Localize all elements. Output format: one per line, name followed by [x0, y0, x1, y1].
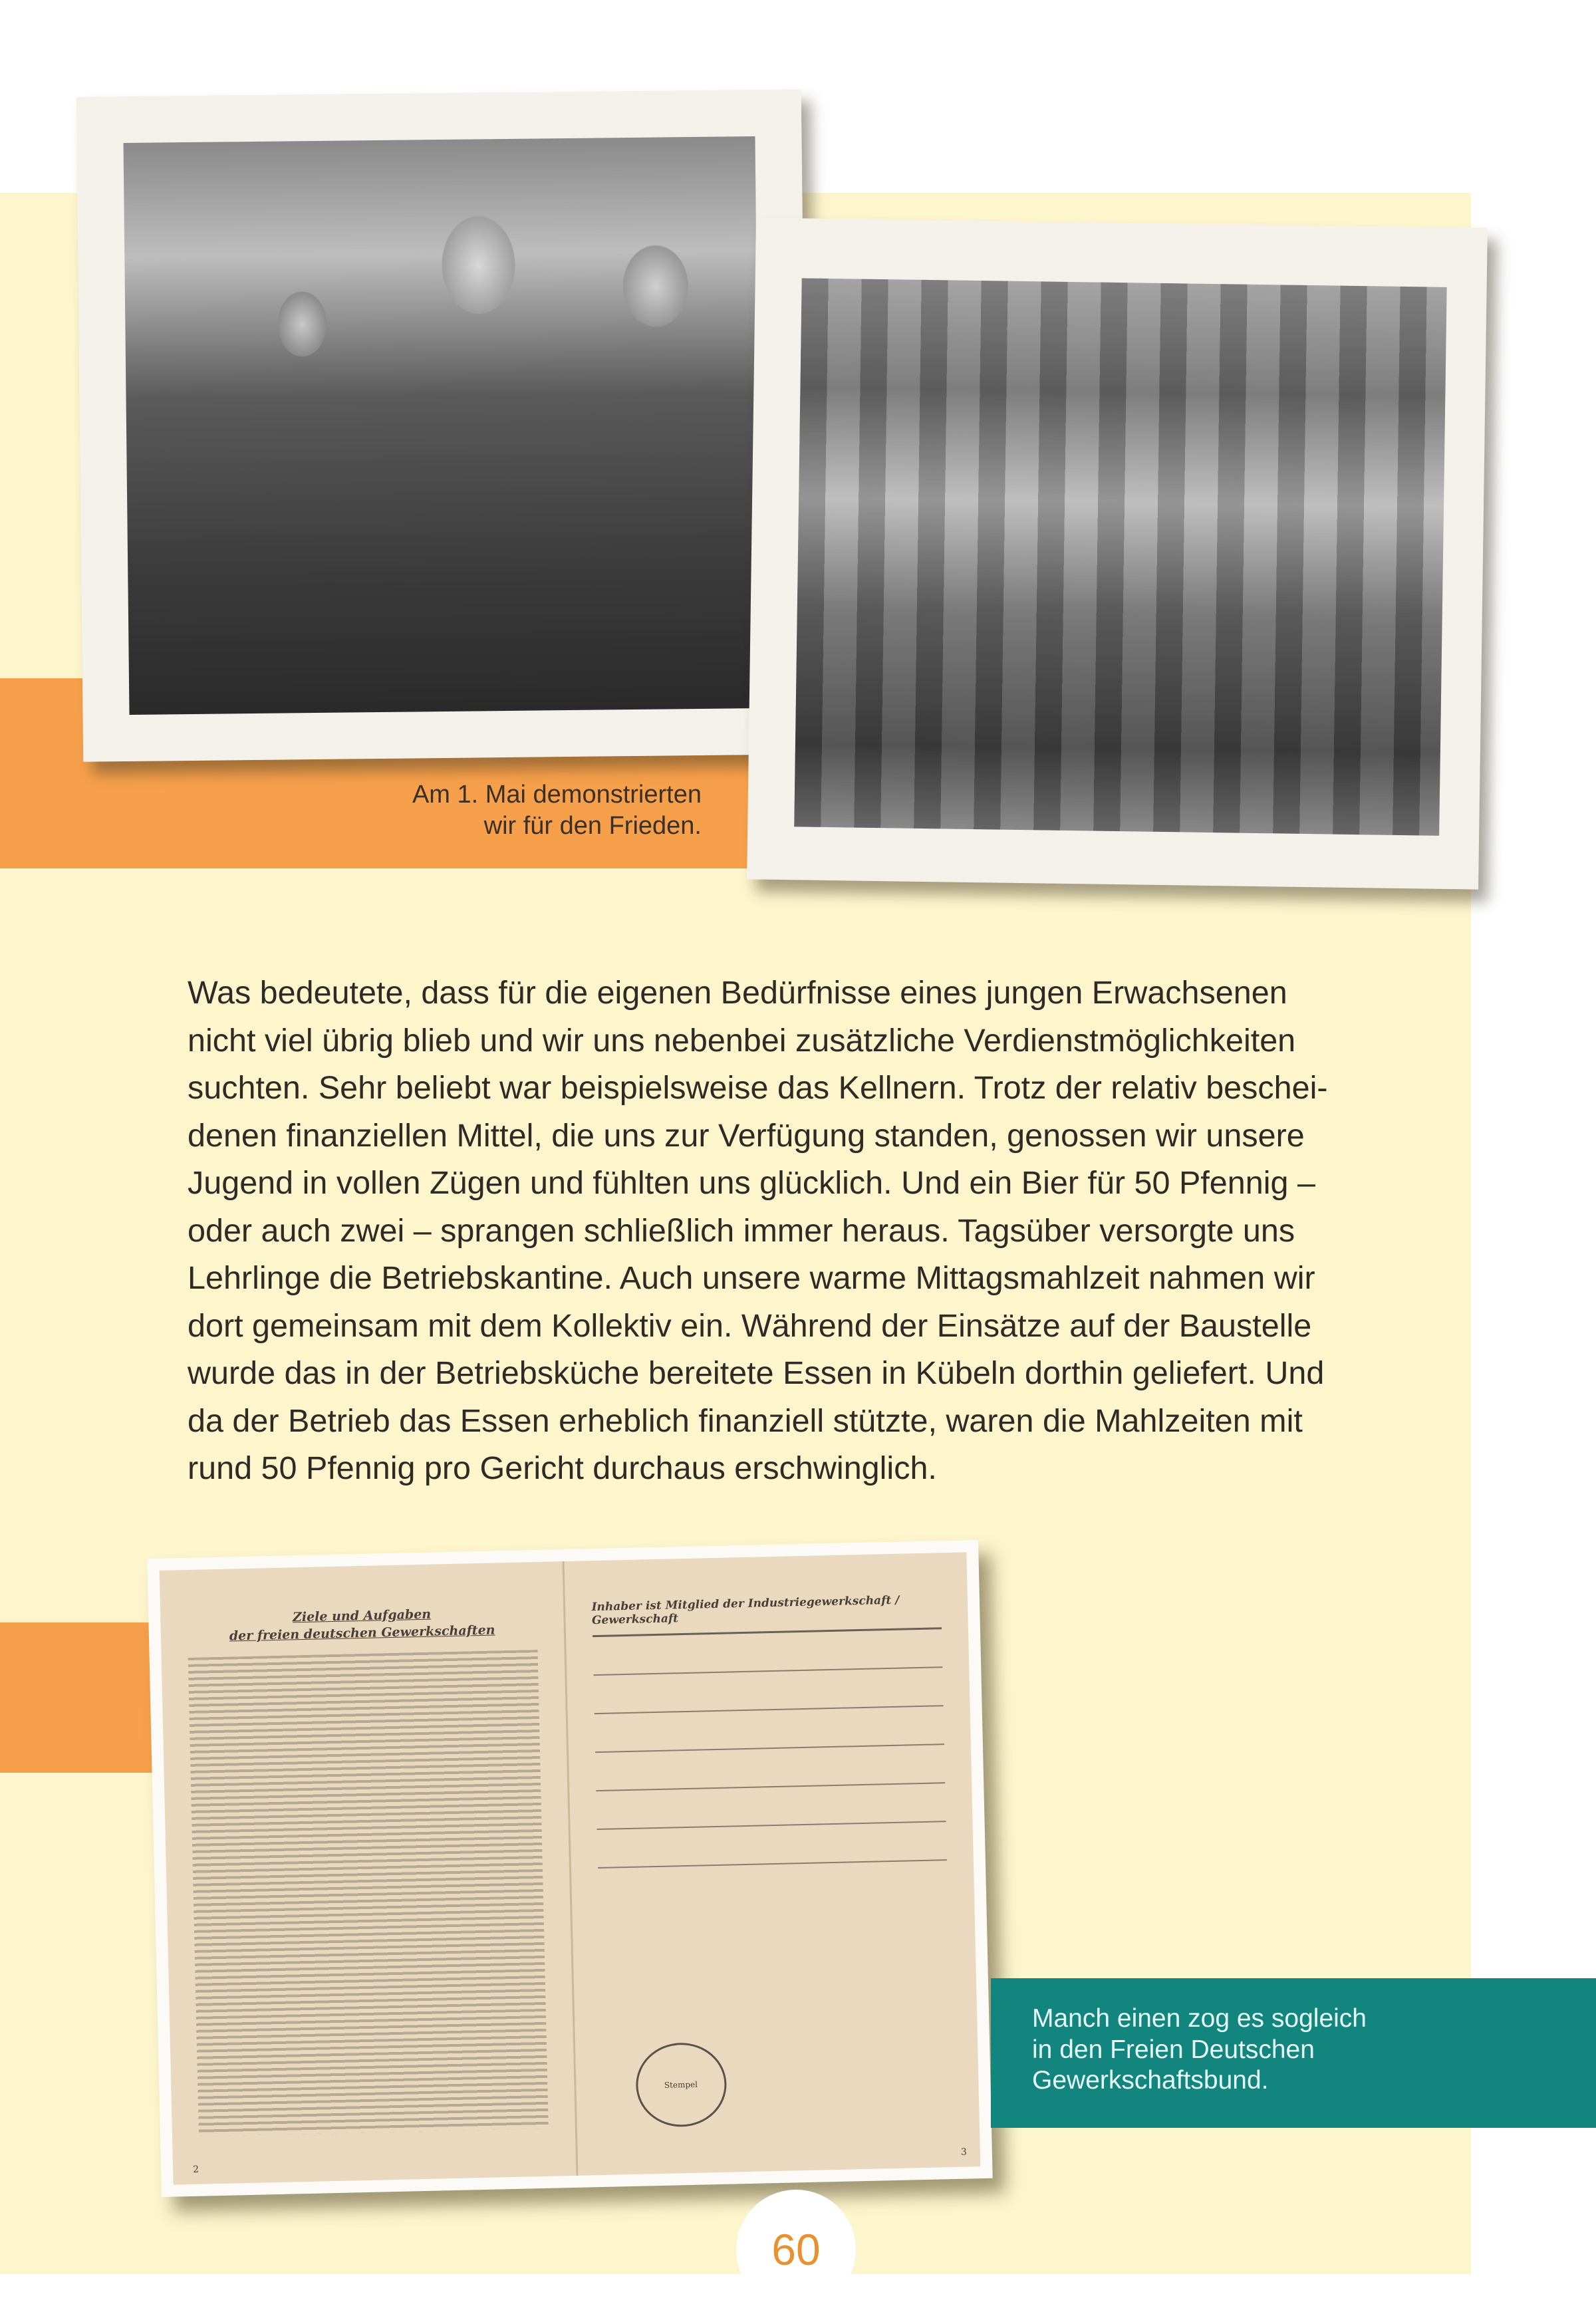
orange-band-bottom: [0, 1622, 154, 1773]
photo-men-demonstration: [76, 89, 808, 761]
union-membership-book: [147, 1540, 992, 2197]
doc-title: Ziele und Aufgaben: [292, 1607, 432, 1625]
caption-line: Am 1. Mai demonstrierten: [412, 781, 702, 809]
text-line: Was bedeutete, dass für die eigenen Bedürfnisse eines jungen Erwachsenen: [188, 975, 1287, 1011]
photo-image: [794, 278, 1446, 835]
text-line: rund 50 Pfennig pro Gericht durchaus erschwinglich.: [188, 1450, 937, 1486]
doc-right-page: [564, 1552, 980, 2175]
text-line: Jugend in vollen Zügen und fühlten uns glücklich. Und ein Bier für 50 Pfennig –: [188, 1165, 1315, 1201]
caption-line: Gewerkschaftsbund.: [1032, 2066, 1269, 2095]
text-line: Lehrlinge die Betriebskantine. Auch unsere warme Mittagsmahlzeit nahmen wir: [188, 1260, 1315, 1296]
page-number: 60: [771, 2225, 821, 2274]
doc-page-number: 3: [960, 2146, 968, 2158]
doc-left-page: [160, 1561, 578, 2185]
caption-line: in den Freien Deutschen: [1032, 2035, 1315, 2064]
doc-subtitle: der freien deutschen Gewerkschaften: [229, 1622, 495, 1644]
text-line: suchten. Sehr beliebt war beispielsweise das Kellnern. Trotz der relativ beschei-: [188, 1070, 1328, 1106]
text-line: wurde das in der Betriebsküche bereitete Essen in Kübeln dorthin geliefert. Und: [188, 1355, 1325, 1391]
doc-printed-text: [188, 1650, 549, 2136]
stamp-circle: Stempel: [635, 2042, 728, 2128]
text-line: denen finanziellen Mittel, die uns zur Verfügung standen, genossen wir unsere: [188, 1117, 1305, 1154]
doc-page-number: 2: [192, 2164, 200, 2175]
doc-row: [597, 1822, 947, 1869]
text-line: nicht viel übrig blieb und wir uns nebenbei zusätzliche Verdienstmöglichkeiten: [188, 1022, 1296, 1059]
text-line: dort gemeinsam mit dem Kollektiv ein. Während der Einsätze auf der Baustelle: [188, 1307, 1312, 1344]
document-caption: [1032, 2003, 1367, 2097]
caption-line: wir für den Frieden.: [483, 812, 702, 840]
text-line: oder auch zwei – sprangen schließlich immer heraus. Tagsüber versorgte uns: [188, 1212, 1295, 1249]
photo-caption: [319, 779, 702, 842]
text-line: da der Betrieb das Essen erheblich finanziell stützte, waren die Mahlzeiten mit: [188, 1402, 1303, 1439]
photo-women-march: [747, 217, 1488, 889]
caption-line: Manch einen zog es sogleich: [1032, 2004, 1367, 2033]
doc-heading: Inhaber ist Mitglied der Industriegewerkschaft / Gewerkschaft: [591, 1593, 900, 1628]
body-paragraph: [188, 969, 1424, 1493]
photo-image: [124, 136, 761, 715]
